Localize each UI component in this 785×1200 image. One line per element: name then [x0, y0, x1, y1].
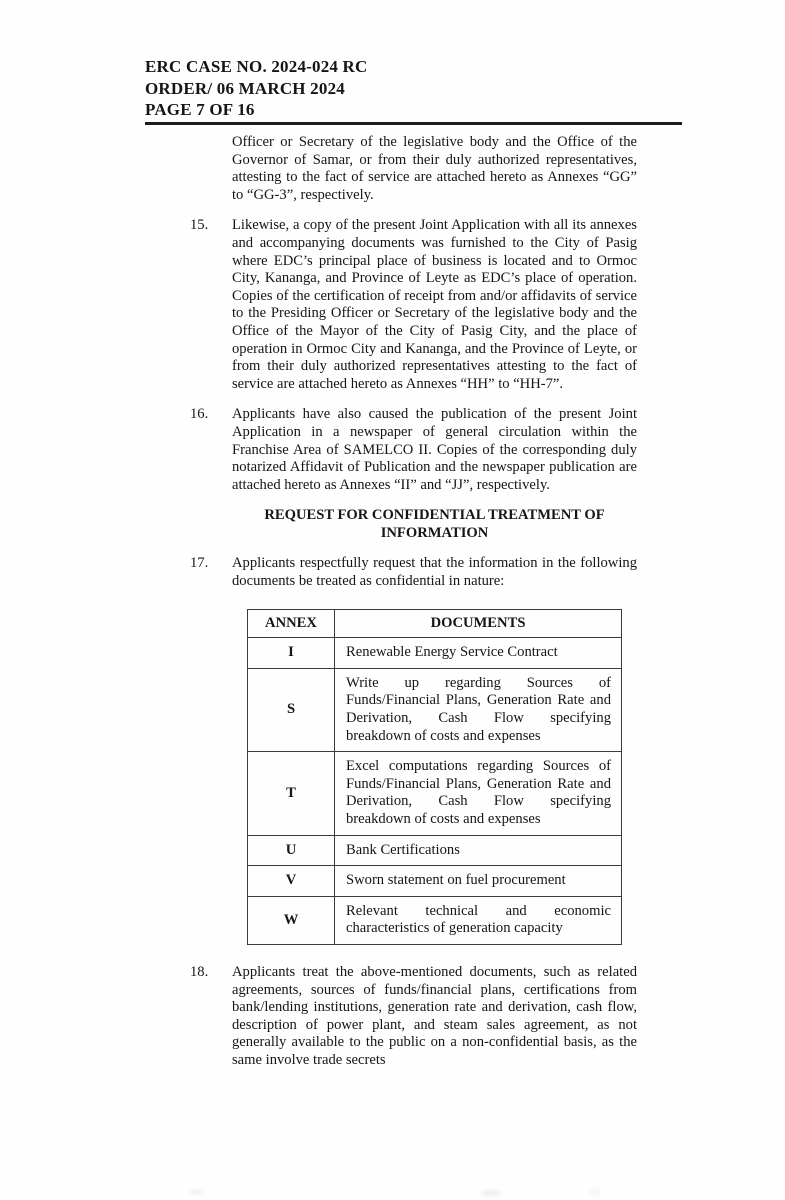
paragraph-17: [190, 555, 637, 590]
table-header-row: [248, 609, 622, 638]
annex-cell: I: [248, 638, 335, 669]
table-row: [248, 752, 622, 835]
paragraph-number: 15.: [190, 217, 209, 234]
document-cell: Sworn statement on fuel procurement: [335, 866, 622, 897]
page-number-line: PAGE 7 OF 16: [145, 100, 255, 119]
paragraph-15: [190, 217, 637, 393]
paragraph-number: 16.: [190, 406, 209, 423]
document-body: [190, 134, 637, 1083]
paragraph-text: Applicants respectfully request that the information in the following documents be treated as confidential in nature:: [232, 555, 637, 590]
case-number: ERC CASE NO. 2024-024 RC: [145, 57, 368, 76]
document-cell: Relevant technical and economic characteristics of generation capacity: [335, 896, 622, 944]
document-header: [145, 56, 682, 125]
paragraph-number: [190, 134, 232, 204]
scan-smudge: [590, 1190, 600, 1194]
table-row: [248, 835, 622, 866]
document-cell: Excel computations regarding Sources of Funds/Financial Plans, Generation Rate and Derivation, Cash Flow specifying breakdown of costs and expenses: [335, 752, 622, 835]
table-row: [248, 638, 622, 669]
annex-cell: S: [248, 668, 335, 751]
paragraph-text: Applicants treat the above-mentioned documents, such as related agreements, sources of funds/financial plans, certifications from bank/lending institutions, generation rate and derivation, cash flow, description of power plant, and steam sales agreement, as not generally available to the public on a non-confidential basis, as the same involve trade secrets: [232, 963, 637, 1068]
document-cell: Bank Certifications: [335, 835, 622, 866]
paragraph-18: [190, 964, 637, 1070]
section-heading-confidential-treatment: REQUEST FOR CONFIDENTIAL TREATMENT OF INFORMATION: [264, 507, 605, 541]
document-cell: Renewable Energy Service Contract: [335, 638, 622, 669]
annex-cell: T: [248, 752, 335, 835]
paragraph-continuation: [190, 134, 637, 204]
table-row: [248, 668, 622, 751]
confidential-documents-table: [247, 609, 622, 945]
document-cell: Write up regarding Sources of Funds/Financial Plans, Generation Rate and Derivation, Cash Flow specifying breakdown of costs and expenses: [335, 668, 622, 751]
paragraph-number: 18.: [190, 963, 209, 980]
table-row: [248, 866, 622, 897]
paragraph-number: 17.: [190, 555, 209, 572]
annex-cell: U: [248, 835, 335, 866]
paragraph-text: Likewise, a copy of the present Joint Application with all its annexes and accompanying documents was furnished to the City of Pasig where EDC’s principal place of business is located and to Ormoc City, Kananga, and Province of Leyte as EDC’s place of operation. Copies of the certification of receipt from and/or affidavits of service to the Presiding Officer or Secretary of the legislative body and the Office of the Mayor of the City of Pasig City, and the place of operation in Ormoc City and Kananga, and the Province of Leyte, or from their duly authorized representatives attesting to the fact of service are attached hereto as Annexes “HH” to “HH-7”.: [232, 217, 637, 392]
paragraph-text: Applicants have also caused the publication of the present Joint Application in a newspaper of general circulation within the Franchise Area of SAMELCO II. Copies of the corresponding duly notarized Affidavit of Publication and the newspaper publication are attached hereto as Annexes “II” and “JJ”, respectively.: [232, 406, 637, 493]
scan-artifacts: [0, 1182, 785, 1200]
order-date-line: ORDER/ 06 MARCH 2024: [145, 78, 345, 98]
column-header-documents: DOCUMENTS: [335, 609, 622, 638]
scan-smudge: [190, 1190, 204, 1194]
table-row: [248, 896, 622, 944]
scan-smudge: [480, 1191, 502, 1196]
column-header-annex: ANNEX: [248, 609, 335, 638]
paragraph-16: [190, 406, 637, 494]
paragraph-text: Officer or Secretary of the legislative body and the Office of the Governor of Samar, or from their duly authorized representatives, attesting to the fact of service are attached hereto as Annexes “GG” to “GG-3”, respectively.: [232, 134, 637, 203]
annex-cell: W: [248, 896, 335, 944]
annex-cell: V: [248, 866, 335, 897]
